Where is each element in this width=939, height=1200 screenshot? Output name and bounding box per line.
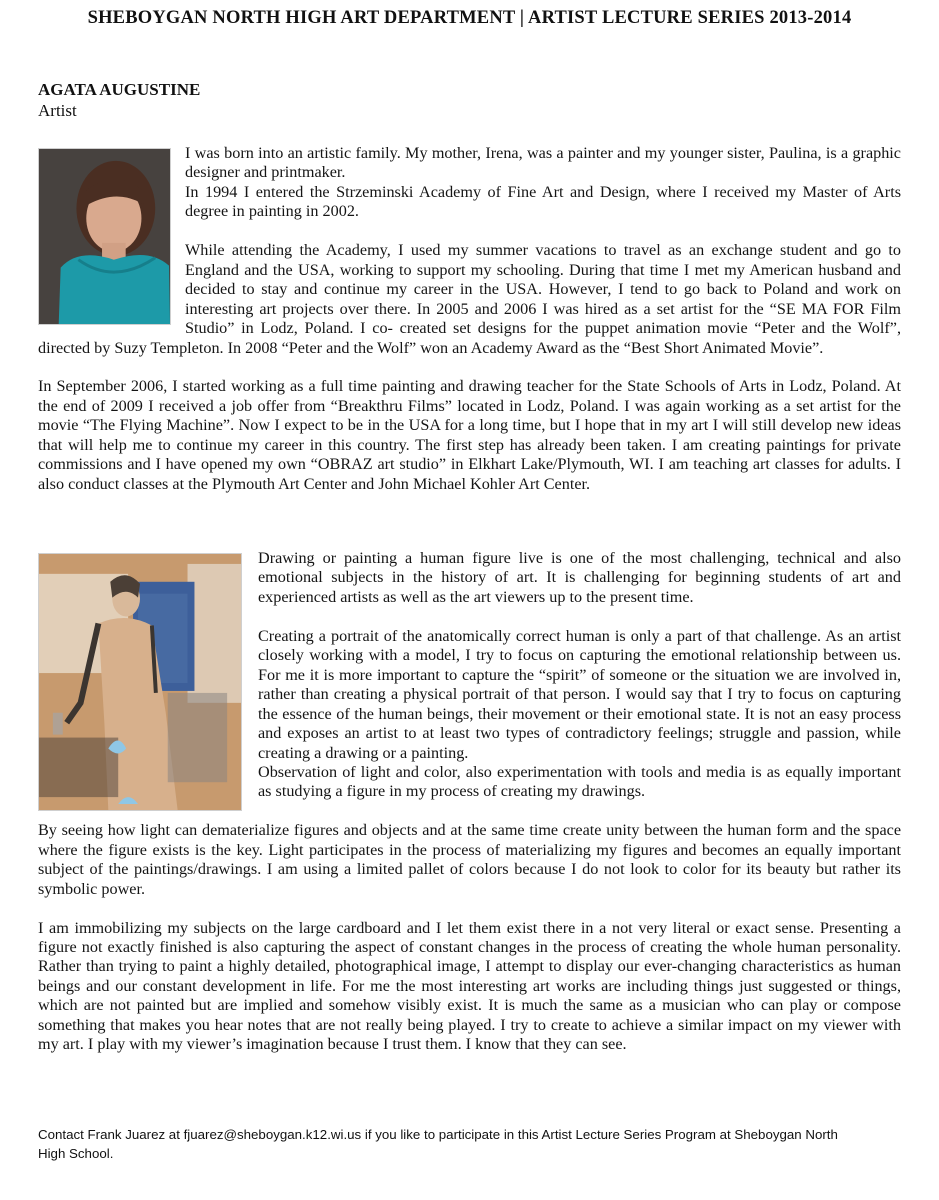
bio-paragraph-2: In 1994 I entered the Strzeminski Academy of Fine Art and Design, where I received my Master of Arts degree in painting in 2002. [185, 182, 901, 221]
contact-footer: Contact Frank Juarez at fjuarez@sheboygan.k12.wi.us if you like to participate in this Artist Lecture Series Program at Sheboygan North High School. [38, 1127, 838, 1161]
artist-name: AGATA AUGUSTINE [38, 80, 201, 99]
painting-artwork-icon [39, 554, 241, 810]
statement-paragraph-2: Creating a portrait of the anatomically correct human is only a part of that challenge. As an artist closely working with a model, I try to focus on capturing the emotional relationship between us. For me it is more important to capture the “spirit” of someone or the situation we are involved in, rather than creating a physical portrait of that person. I would say that I try to focus on capturing the essence of the human beings, their movement or their emotional state. It is not an easy process and exposes an artist to at least two types of contradictory feelings; struggle and passion, while creating a drawing or a painting. [258, 626, 901, 762]
statement-paragraph-3: Observation of light and color, also experimentation with tools and media is as equally important as studying a figure in my process of creating my drawings. [258, 762, 901, 801]
biography-section [38, 144, 901, 494]
bio-paragraph-4: In September 2006, I started working as a full time painting and drawing teacher for the State Schools of Arts in Lodz, Poland. At the end of 2009 I received a job offer from “Breakthru Films” located in Lodz, Poland. I was again working as a set artist for the movie “The Flying Machine”. Now I expect to be in the USA for a long time, but I hope that in my art I will still develop new ideas that will help me to continue my career in this country. The first step has already been taken. I am creating paintings for private commissions and I have opened my own “OBRAZ art studio” in Elkhart Lake/Plymouth, WI. I am teaching art classes for adults. I also conduct classes at the Plymouth Art Center and John Michael Kohler Art Center. [38, 377, 901, 493]
page-header-title: SHEBOYGAN NORTH HIGH ART DEPARTMENT | ARTIST LECTURE SERIES 2013-2014 [87, 8, 852, 28]
artwork-painting-image [38, 553, 242, 811]
statement-paragraph-4: By seeing how light can dematerialize figures and objects and at the same time create unity between the human form and the space where the figure exists is the key. Light participates in the process of materializing my figures and becomes an equally important subject of the paintings/drawings. I am using a limited pallet of colors because I do not look to color for its beauty but rather its symbolic power. [38, 821, 901, 898]
artist-role: Artist [38, 101, 77, 120]
statement-paragraph-1: Drawing or painting a human figure live is one of the most challenging, technical and also emotional subjects in the history of art. It is challenging for beginning students of art and experienced artists as well as the art viewers up to the present time. [258, 549, 901, 606]
artist-portrait-image [38, 148, 171, 325]
artist-statement-section [38, 549, 901, 1055]
bio-paragraph-3: While attending the Academy, I used my summer vacations to travel as an exchange student and go to England and the USA, working to support my schooling. During that time I met my American husband and decided to stay and continue my career in the USA. However, I tend to go back to Poland and work on interesting art projects over there. In 2005 and 2006 I was hired as a set artist for the “SE MA FOR Film Studio” in Lodz, Poland. I co- created set designs for the puppet animation movie “Peter and the Wolf”, directed by Suzy Templeton. In 2008 “Peter and the Wolf” won an Academy Award as the “Best Short Animated Movie”. [38, 241, 901, 357]
statement-paragraph-5: I am immobilizing my subjects on the large cardboard and I let them exist there in a not very literal or exact sense. Presenting a figure not exactly finished is also capturing the aspect of constant changes in the process of creating the whole human personality. Rather than trying to paint a highly detailed, photographical image, I attempt to display our ever-changing characteristics as human beings and our constant development in life. For me the most interesting art works are including things just suggested or things, which are not painted but are implied and somehow visibly exist. It is much the same as a musician who can play or compose something that makes you hear notes that are not really being played. I try to create to achieve a similar impact on my viewer with my art. I play with my viewer’s imagination because I trust them. I know that they can see. [38, 918, 901, 1054]
bio-paragraph-1: I was born into an artistic family. My mother, Irena, was a painter and my younger sister, Paulina, is a graphic designer and printmaker. [185, 144, 901, 182]
portrait-photo-icon [39, 149, 170, 324]
